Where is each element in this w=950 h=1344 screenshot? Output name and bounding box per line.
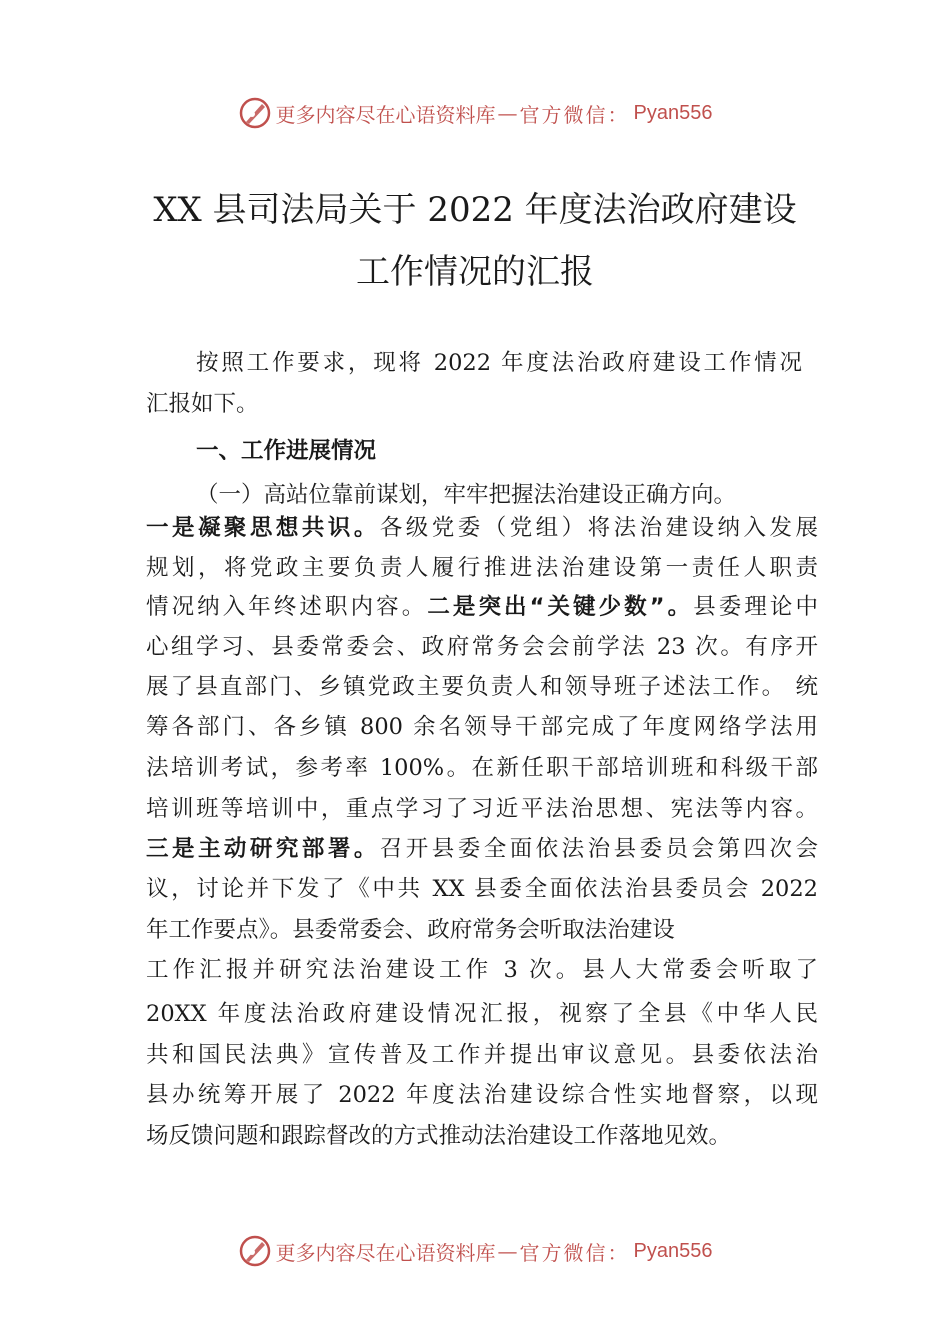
paragraph-line-10: 议，讨论并下发了《中共 XX 县委全面依法治县委员会 2022 xyxy=(146,876,818,902)
paragraph-line-2: 规划，将党政主要负责人履行推进法治建设第一责任人职责 xyxy=(146,555,818,581)
point-three-text: 召开县委全面依法治县委员会第四次会 xyxy=(379,836,818,862)
paragraph-line-15: 县办统筹开展了 2022 年度法治建设综合性实地督察，以现 xyxy=(146,1082,818,1108)
paragraph-line-1 xyxy=(146,517,818,540)
watermark-wechat-id: Pyan556 xyxy=(633,1239,713,1262)
paragraph-line-8: 培训班等培训中，重点学习了习近平法治思想、宪法等内容。 xyxy=(146,796,818,822)
watermark-label: 官方微信： xyxy=(519,102,630,127)
section-heading: 一、工作进展情况 xyxy=(196,438,377,464)
quill-logo-icon xyxy=(238,1234,272,1268)
watermark-wechat-id: Pyan556 xyxy=(633,101,713,124)
subsection-heading: （一）高站位靠前谋划，牢牢把握法治建设正确方向。 xyxy=(196,482,737,508)
watermark-brand: 更多内容尽在心语资料库 xyxy=(275,102,496,127)
quill-logo-icon xyxy=(238,96,272,130)
paragraph-line-3 xyxy=(146,596,818,619)
paragraph-line-4: 心组学习、县委常委会、政府常务会会前学法 23 次。有序开 xyxy=(146,634,818,660)
paragraph-line-9 xyxy=(146,838,818,861)
point-one-lead: 一是凝聚思想共识。 xyxy=(146,515,380,541)
header-watermark xyxy=(0,96,950,130)
document-title-line-1: XX 县司法局关于 2022 年度法治政府建设 xyxy=(153,190,797,230)
point-two-text: 县委理论中 xyxy=(693,594,818,620)
paragraph-line-12: 工作汇报并研究法治建设工作 3 次。县人大常委会听取了 xyxy=(146,957,818,983)
point-three-lead: 三是主动研究部署。 xyxy=(146,836,380,862)
watermark-brand: 更多内容尽在心语资料库 xyxy=(275,1240,496,1265)
point-two-lead: 二是突出“关键少数”。 xyxy=(427,594,694,620)
point-one-end: 情况纳入年终述职内容。 xyxy=(146,594,428,620)
paragraph-line-7: 法培训考试，参考率 100%。在新任职干部培训班和科级干部 xyxy=(146,755,818,781)
paragraph-line-6: 筹各部门、各乡镇 800 余名领导干部完成了年度网络学法用 xyxy=(146,714,818,740)
paragraph-line-11: 年工作要点》。县委常委会、政府常务会听取法治建设 xyxy=(146,917,675,943)
paragraph-line-5: 展了县直部门、乡镇党政主要负责人和领导班子述法工作。 统 xyxy=(146,674,818,700)
watermark-separator: — xyxy=(497,1239,518,1263)
intro-line-1: 按照工作要求，现将 2022 年度法治政府建设工作情况 xyxy=(196,350,802,376)
intro-line-2: 汇报如下。 xyxy=(146,391,259,417)
footer-watermark xyxy=(0,1234,950,1268)
paragraph-line-14: 共和国民法典》宣传普及工作并提出审议意见。县委依法治 xyxy=(146,1042,818,1068)
document-title-line-2: 工作情况的汇报 xyxy=(356,252,594,292)
watermark-label: 官方微信： xyxy=(519,1240,630,1265)
watermark-separator: — xyxy=(497,101,518,125)
point-one-text: 各级党委（党组）将法治建设纳入发展 xyxy=(379,515,818,541)
paragraph-line-16: 场反馈问题和跟踪督改的方式推动法治建设工作落地见效。 xyxy=(146,1123,732,1149)
paragraph-line-13: 20XX 年度法治政府建设情况汇报，视察了全县《中华人民 xyxy=(146,1001,818,1027)
